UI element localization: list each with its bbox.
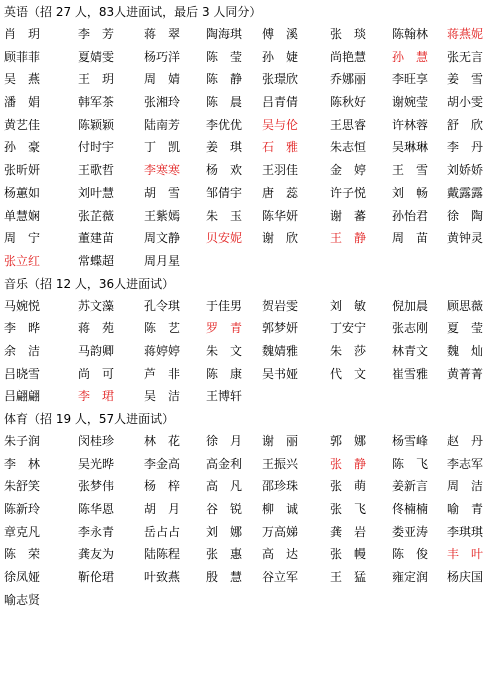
candidate-name: 张璟欣 bbox=[262, 72, 299, 87]
candidate-name: 黄菁菁 bbox=[447, 366, 484, 381]
candidate-name: 戴露露 bbox=[447, 185, 484, 200]
name-row bbox=[4, 136, 500, 159]
candidate-name: 陈 飞 bbox=[392, 456, 429, 471]
candidate-name: 王 玥 bbox=[78, 72, 115, 87]
highlighted-name: 吴与伦 bbox=[262, 117, 299, 132]
name-row bbox=[4, 363, 500, 386]
candidate-name: 李 芳 bbox=[78, 27, 115, 41]
candidate-name: 王羽佳 bbox=[262, 163, 299, 178]
name-row bbox=[4, 340, 500, 363]
name-row bbox=[4, 182, 500, 205]
candidate-name: 丁 凯 bbox=[144, 140, 181, 155]
candidate-name: 靳伦珺 bbox=[78, 570, 115, 585]
candidate-name: 高 凡 bbox=[206, 479, 243, 494]
name-row bbox=[4, 23, 500, 46]
candidate-name: 陈翰林 bbox=[392, 27, 429, 41]
candidate-name: 周 苗 bbox=[392, 231, 429, 246]
candidate-name: 张 飞 bbox=[330, 502, 367, 517]
candidate-name: 杨 欢 bbox=[206, 163, 243, 178]
candidate-name: 魏婧雅 bbox=[262, 343, 299, 358]
highlighted-name: 石 雅 bbox=[262, 140, 299, 155]
candidate-name: 陈新玲 bbox=[4, 502, 41, 517]
candidate-name: 周 洁 bbox=[447, 479, 484, 494]
candidate-name: 李金高 bbox=[144, 456, 181, 471]
candidate-name: 倪加晨 bbox=[392, 298, 429, 313]
candidate-name: 魏 灿 bbox=[447, 343, 484, 358]
candidate-name: 尚艳慧 bbox=[330, 49, 367, 64]
candidate-name: 张 萌 bbox=[330, 479, 367, 494]
name-row bbox=[4, 46, 500, 69]
candidate-name: 傅 溪 bbox=[262, 27, 299, 41]
candidate-name: 刘 娜 bbox=[206, 524, 243, 539]
candidate-name: 佟楠楠 bbox=[392, 502, 429, 517]
candidate-name: 赵 丹 bbox=[447, 434, 484, 448]
highlighted-name: 李 珺 bbox=[78, 389, 115, 404]
candidate-name: 胡 月 bbox=[144, 502, 181, 517]
candidate-name: 吕青倩 bbox=[262, 95, 299, 110]
candidate-name: 李旺享 bbox=[392, 72, 429, 87]
candidate-name: 李永青 bbox=[78, 524, 115, 539]
name-row bbox=[4, 566, 500, 589]
candidate-name: 马韵卿 bbox=[78, 343, 115, 358]
candidate-name: 李琪琪 bbox=[447, 524, 484, 539]
name-row bbox=[4, 475, 500, 498]
candidate-name: 吴光晔 bbox=[78, 456, 115, 471]
name-row bbox=[4, 385, 500, 408]
candidate-name: 陈 静 bbox=[206, 72, 243, 87]
highlighted-name: 贝安妮 bbox=[206, 231, 243, 246]
candidate-name: 陈华恩 bbox=[78, 502, 115, 517]
candidate-name: 吴书娅 bbox=[262, 366, 299, 381]
candidate-name: 万高娣 bbox=[262, 524, 299, 539]
candidate-name: 胡小雯 bbox=[447, 95, 484, 110]
candidate-name: 唐 蕊 bbox=[262, 185, 299, 200]
name-row bbox=[4, 295, 500, 318]
candidate-name: 徐 陶 bbox=[447, 208, 484, 223]
candidate-name: 邹倩宇 bbox=[206, 185, 243, 200]
candidate-name: 谢 蕃 bbox=[330, 208, 367, 223]
candidate-name: 龚友为 bbox=[78, 547, 115, 562]
candidate-name: 王思睿 bbox=[330, 117, 367, 132]
candidate-name: 顾思薇 bbox=[447, 298, 484, 313]
candidate-name: 谢婉莹 bbox=[392, 95, 429, 110]
name-row bbox=[4, 521, 500, 544]
name-row bbox=[4, 250, 500, 273]
candidate-name: 潘 娟 bbox=[4, 95, 41, 110]
candidate-name: 蒋 翠 bbox=[144, 27, 181, 41]
candidate-name: 林青文 bbox=[392, 343, 429, 358]
candidate-name: 杨 梓 bbox=[144, 479, 181, 494]
candidate-name: 朱志恒 bbox=[330, 140, 367, 155]
candidate-name: 徐 月 bbox=[206, 434, 243, 448]
candidate-name: 尚 可 bbox=[78, 366, 115, 381]
candidate-name: 雍定润 bbox=[392, 570, 429, 585]
candidate-name: 丁安宁 bbox=[330, 321, 367, 336]
candidate-name: 单慧娴 bbox=[4, 208, 41, 223]
candidate-name: 张 惠 bbox=[206, 547, 243, 562]
highlighted-name: 王 静 bbox=[330, 231, 367, 246]
candidate-name: 王振兴 bbox=[262, 456, 299, 471]
candidate-name: 李优优 bbox=[206, 117, 243, 132]
candidate-name: 章克凡 bbox=[4, 524, 41, 539]
name-row bbox=[4, 205, 500, 228]
candidate-name: 黄钟灵 bbox=[447, 231, 484, 246]
candidate-name: 朱子润 bbox=[4, 434, 41, 448]
candidate-name: 陆南芳 bbox=[144, 117, 181, 132]
candidate-name: 吴琳琳 bbox=[392, 140, 429, 155]
name-row bbox=[4, 430, 500, 453]
candidate-name: 贺岩雯 bbox=[262, 298, 299, 313]
candidate-name: 王博轩 bbox=[206, 389, 243, 404]
candidate-name: 柳 诚 bbox=[262, 502, 299, 517]
candidate-name: 张湘玲 bbox=[144, 95, 181, 110]
candidate-name: 吕翩翩 bbox=[4, 389, 41, 404]
candidate-name: 高 达 bbox=[262, 547, 299, 562]
candidate-name: 王 雪 bbox=[392, 163, 429, 178]
candidate-name: 杨蕙如 bbox=[4, 185, 41, 200]
candidate-name: 芦 非 bbox=[144, 366, 181, 381]
name-row bbox=[4, 543, 500, 566]
candidate-name: 李志军 bbox=[447, 456, 484, 471]
candidate-name: 陈 艺 bbox=[144, 321, 181, 336]
candidate-name: 吴 洁 bbox=[144, 389, 181, 404]
candidate-name: 刘 敏 bbox=[330, 298, 367, 313]
section-title: 音乐（招 12 人，36人进面试） bbox=[4, 276, 175, 291]
candidate-name: 朱舒笑 bbox=[4, 479, 41, 494]
candidate-name: 张芷薇 bbox=[78, 208, 115, 223]
candidate-name: 高金利 bbox=[206, 456, 243, 471]
candidate-name: 岳占占 bbox=[144, 524, 181, 539]
candidate-name: 张 琰 bbox=[330, 27, 367, 41]
candidate-name: 陈秋好 bbox=[330, 95, 367, 110]
candidate-name: 朱 玉 bbox=[206, 208, 243, 223]
candidate-name: 李 晔 bbox=[4, 321, 41, 336]
candidate-name: 许林蓉 bbox=[392, 117, 429, 132]
candidate-name: 崔雪雅 bbox=[392, 366, 429, 381]
candidate-name: 顾菲菲 bbox=[4, 49, 41, 64]
candidate-name: 韩军茶 bbox=[78, 95, 115, 110]
candidate-name: 郭梦妍 bbox=[262, 321, 299, 336]
candidate-name: 杨庆国 bbox=[447, 570, 484, 585]
name-row bbox=[4, 227, 500, 250]
section-title: 体育（招 19 人，57人进面试） bbox=[4, 412, 175, 426]
candidate-name: 张昕妍 bbox=[4, 163, 41, 178]
candidate-name: 邵珍珠 bbox=[262, 479, 299, 494]
candidate-name: 刘 畅 bbox=[392, 185, 429, 200]
candidate-name: 姜 琪 bbox=[206, 140, 243, 155]
candidate-name: 周 宁 bbox=[4, 231, 41, 246]
candidate-name: 胡 雪 bbox=[144, 185, 181, 200]
name-row bbox=[4, 317, 500, 340]
candidate-name: 夏婧雯 bbox=[78, 49, 115, 64]
candidate-name: 张 幔 bbox=[330, 547, 367, 562]
candidate-name: 喻志贤 bbox=[4, 592, 41, 607]
highlighted-name: 罗 青 bbox=[206, 321, 243, 336]
candidate-name: 谷立军 bbox=[262, 570, 299, 585]
candidate-name: 殷 慧 bbox=[206, 570, 243, 585]
candidate-name: 肖 玥 bbox=[4, 27, 41, 41]
candidate-name: 王紫嫣 bbox=[144, 208, 181, 223]
candidate-name: 李 丹 bbox=[447, 140, 484, 155]
candidate-name: 马婉悦 bbox=[4, 298, 41, 313]
candidate-name: 郭 娜 bbox=[330, 434, 367, 448]
candidate-name: 蒋婷婷 bbox=[144, 343, 181, 358]
candidate-name: 陈 俊 bbox=[392, 547, 429, 562]
candidate-name: 林 花 bbox=[144, 434, 181, 448]
candidate-name: 蒋 苑 bbox=[78, 321, 115, 336]
highlighted-name: 李寒寒 bbox=[144, 163, 181, 178]
highlighted-name: 张立红 bbox=[4, 253, 41, 268]
candidate-name: 姜 雪 bbox=[447, 72, 484, 87]
highlighted-name: 丰 叶 bbox=[447, 547, 484, 562]
candidate-name: 陈 晨 bbox=[206, 95, 243, 110]
candidate-name: 孔令琪 bbox=[144, 298, 181, 313]
candidate-name: 苏文藻 bbox=[78, 298, 115, 313]
section-title: 英语（招 27 人，83人进面试，最后 3 人同分） bbox=[4, 5, 262, 19]
candidate-name: 杨雪峰 bbox=[392, 434, 429, 448]
candidate-name: 谷 锐 bbox=[206, 502, 243, 517]
candidate-name: 舒 欣 bbox=[447, 117, 484, 132]
candidate-name: 周 婧 bbox=[144, 72, 181, 87]
candidate-name: 陈 荣 bbox=[4, 547, 41, 562]
candidate-name: 夏 莹 bbox=[447, 321, 484, 336]
candidate-name: 周文静 bbox=[144, 231, 181, 246]
name-row bbox=[4, 589, 500, 612]
candidate-name: 陆陈程 bbox=[144, 547, 181, 562]
name-row bbox=[4, 498, 500, 521]
candidate-name: 姜新言 bbox=[392, 479, 429, 494]
candidate-name: 王歌哲 bbox=[78, 163, 115, 178]
candidate-name: 李 林 bbox=[4, 456, 41, 471]
candidate-name: 乔娜丽 bbox=[330, 72, 367, 87]
name-row bbox=[4, 159, 500, 182]
candidate-name: 叶致燕 bbox=[144, 570, 181, 585]
name-row bbox=[4, 453, 500, 476]
candidate-name: 吕晓雪 bbox=[4, 366, 41, 381]
candidate-name: 陈 莹 bbox=[206, 49, 243, 64]
candidate-name: 谢 欣 bbox=[262, 231, 299, 246]
candidate-name: 付时宇 bbox=[78, 140, 115, 155]
candidate-name: 谢 丽 bbox=[262, 434, 299, 448]
name-row bbox=[4, 91, 500, 114]
candidate-name: 陈华妍 bbox=[262, 208, 299, 223]
name-row bbox=[4, 68, 500, 91]
highlighted-name: 张 静 bbox=[330, 456, 367, 471]
candidate-name: 孙怡君 bbox=[392, 208, 429, 223]
candidate-name: 代 文 bbox=[330, 366, 367, 381]
candidate-name: 吴 燕 bbox=[4, 72, 41, 87]
candidate-name: 孙 婕 bbox=[262, 49, 299, 64]
candidate-name: 徐凤娅 bbox=[4, 570, 41, 585]
candidate-name: 黄艺佳 bbox=[4, 117, 41, 132]
candidate-name: 朱 莎 bbox=[330, 343, 367, 358]
candidate-name: 常蝶超 bbox=[78, 253, 115, 268]
candidate-name: 陶海琪 bbox=[206, 27, 243, 41]
candidate-name: 余 洁 bbox=[4, 343, 41, 358]
candidate-name: 张梦伟 bbox=[78, 479, 115, 494]
candidate-name: 龚 岩 bbox=[330, 524, 367, 539]
highlighted-name: 蒋燕妮 bbox=[447, 27, 484, 41]
candidate-name: 张无言 bbox=[447, 49, 484, 64]
candidate-name: 喻 青 bbox=[447, 502, 484, 517]
candidate-name: 杨巧洋 bbox=[144, 49, 181, 64]
candidate-name: 陈颖颖 bbox=[78, 117, 115, 132]
highlighted-name: 孙 慧 bbox=[392, 49, 429, 64]
candidate-name: 陈 康 bbox=[206, 366, 243, 381]
candidate-name: 娄亚涛 bbox=[392, 524, 429, 539]
candidate-name: 刘叶慧 bbox=[78, 185, 115, 200]
candidate-name: 金 婷 bbox=[330, 163, 367, 178]
candidate-name: 孙 豪 bbox=[4, 140, 41, 155]
candidate-name: 周月星 bbox=[144, 253, 181, 268]
candidate-name: 许子悦 bbox=[330, 185, 367, 200]
candidate-name: 于佳男 bbox=[206, 298, 243, 313]
candidate-name: 闵桂珍 bbox=[78, 434, 115, 448]
candidate-name: 张志刚 bbox=[392, 321, 429, 336]
name-row bbox=[4, 114, 500, 137]
candidate-name: 朱 文 bbox=[206, 343, 243, 358]
candidate-name: 董建苗 bbox=[78, 231, 115, 246]
candidate-name: 刘娇娇 bbox=[447, 163, 484, 178]
candidate-name: 王 猛 bbox=[330, 570, 367, 585]
